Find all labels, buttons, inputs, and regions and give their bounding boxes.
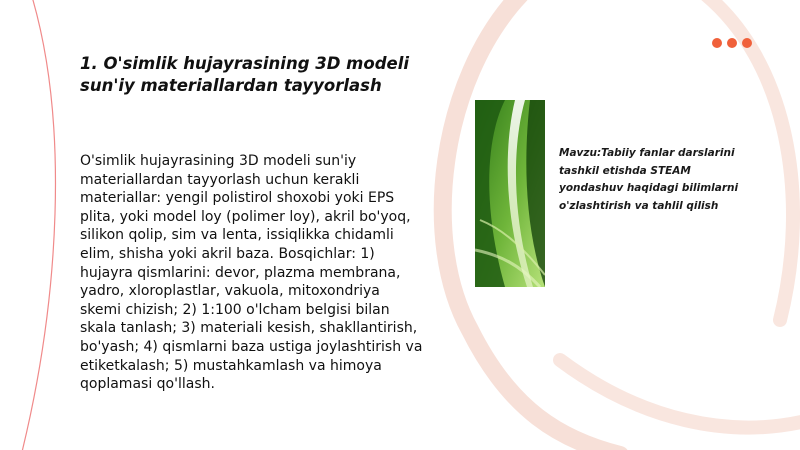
topic-caption: Mavzu:Tabiiy fanlar darslarini tashkil etishda STEAM yondashuv haqidagi bilimlarni o'zlashtirish va tahlil qilish: [559, 147, 739, 212]
green-abstract-image: [475, 100, 545, 287]
slide-body-text: O'simlik hujayrasining 3D modeli sun'iy materiallardan tayyorlash uchun kerakli materiallar: yengil polistirol shoxobi yoki EPS plita, yoki model loy (polimer loy), akril bo'yoq, silikon qolip, sim va lenta, issiqlikka chidamli elim, shisha yoki akril baza. Bosqichlar: 1) hujayra qismlarini: devor, plazma membrana, yadro, xloroplastlar, vakuola, mitoxondriya skemi chizish; 2) 1:100 o'lcham belgisi bilan skala tanlash; 3) materiali kesish, shakllantirish, bo'yash; 4) qismlarni baza ustiga joylashtirish va etiketkalash; 5) mustahkamlash va himoya qoplamasi qo'llash.: [80, 153, 423, 393]
slide-title: 1. O'simlik hujayrasining 3D modeli sun'iy materiallardan tayyorlash: [80, 54, 410, 95]
dots-menu-icon: [712, 38, 752, 48]
dot: [727, 38, 737, 48]
arc-bottom: [560, 360, 800, 428]
green-abstract-svg: [475, 100, 545, 287]
dot: [742, 38, 752, 48]
dot: [712, 38, 722, 48]
thin-line-left: [20, 0, 55, 450]
